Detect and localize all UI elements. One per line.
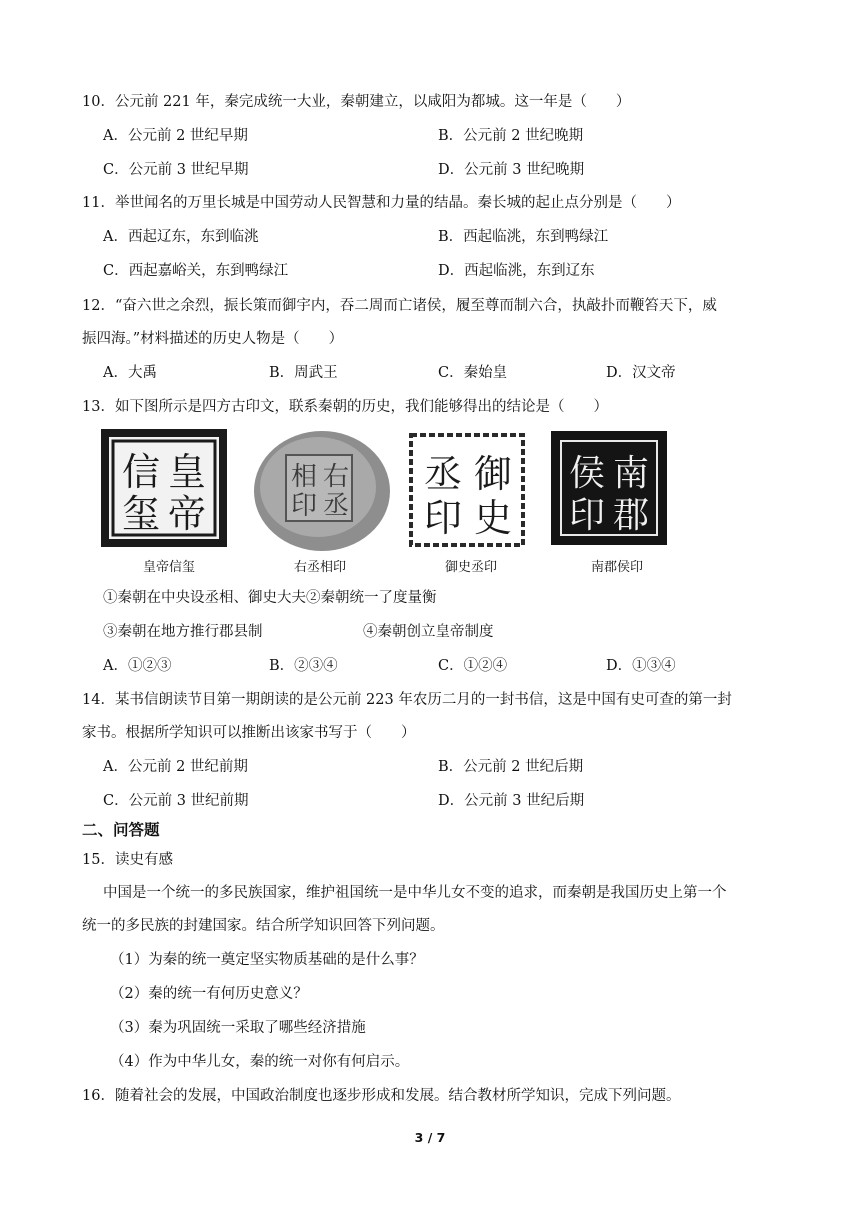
question-14-option-b: B．公元前 2 世纪后期 [438,759,584,775]
question-12-option-a: A．大禹 [103,365,157,381]
question-12-option-c: C．秦始皇 [438,365,508,381]
seal-3-char-4: 印 [423,496,463,540]
seal-4-char-1: 南 [612,453,650,494]
question-14-option-a: A．公元前 2 世纪前期 [103,759,248,775]
question-13-option-b: B．②③④ [269,658,338,674]
seal-image-1 [99,425,239,553]
question-13-stem: 13．如下图所示是四方古印文，联系秦朝的历史，我们能够得出的结论是（ ） [82,399,608,415]
question-10-option-b: B．公元前 2 世纪晚期 [438,128,584,144]
question-15-sub-2: （2）秦的统一有何历史意义？ [110,986,308,1002]
question-14-option-c: C．公元前 3 世纪前期 [103,793,249,809]
section-heading-short-answer: 二、问答题 [82,821,160,839]
question-14-stem-line1: 14．某书信朗读节目第一期朗读的是公元前 223 年农历二月的一封书信，这是中国有史可查的第一封 [82,692,732,708]
question-10-option-d: D．公元前 3 世纪晚期 [438,162,585,178]
question-11-option-a: A．西起辽东，东到临洮 [103,229,259,245]
question-10-option-a: A．公元前 2 世纪早期 [103,128,248,144]
seal-figure-nanjun-hou-yin [547,425,687,585]
seal-2-char-4: 印 [290,491,318,521]
question-12-stem-line2: 振四海。”材料描述的历史人物是（ ） [82,331,344,347]
question-16-stem: 16．随着社会的发展，中国政治制度也逐步形成和发展。结合教材所学知识，完成下列问题。 [82,1088,681,1104]
seal-3-char-2: 史 [473,496,513,540]
page-number: 3 / 7 [414,1130,446,1145]
question-13-statement-3: ③秦朝在地方推行郡县制 [103,624,263,640]
question-15-sub-1: （1）为秦的统一奠定坚实物质基础的是什么事？ [110,952,424,968]
question-12-stem-line1: 12．“奋六世之余烈，振长策而御宇内，吞二周而亡诸侯，履至尊而制六合，执敲扑而鞭笞天下，威 [82,298,717,314]
seal-1-char-4: 玺 [121,492,161,536]
seal-image-3 [401,425,541,553]
seal-figure-yushi-cheng-yin [401,425,541,585]
seal-image-4 [547,425,687,553]
question-12-option-b: B．周武王 [269,365,338,381]
question-11-option-b: B．西起临洮，东到鸭绿江 [438,229,609,245]
question-12-option-d: D．汉文帝 [606,365,676,381]
question-11-option-c: C．西起嘉峪关，东到鸭绿江 [103,263,289,279]
seal-4-char-4: 印 [568,495,606,536]
question-11-option-d: D．西起临洮，东到辽东 [438,263,595,279]
question-15-sub-3: （3）秦为巩固统一采取了哪些经济措施 [110,1020,366,1036]
seal-figure-huangdi-xinxi [99,425,239,585]
question-14-option-d: D．公元前 3 世纪后期 [438,793,585,809]
question-15-title: 15．读史有感 [82,852,173,868]
question-13-option-d: D．①③④ [606,658,676,674]
seal-1-char-3: 信 [121,450,161,494]
seal-image-2 [250,425,390,553]
seal-caption-2: 右丞相印 [293,560,346,575]
seal-2-char-2: 丞 [322,491,350,521]
question-10-stem: 10．公元前 221 年，秦完成统一大业，秦朝建立，以咸阳为都城。这一年是（ ） [82,94,631,110]
question-15-paragraph-line2: 统一的多民族的封建国家。结合所学知识回答下列问题。 [82,918,445,934]
question-10-option-c: C．公元前 3 世纪早期 [103,162,249,178]
seal-3-char-1: 御 [473,452,513,496]
seal-4-char-3: 侯 [568,453,606,494]
seal-4-char-2: 郡 [612,495,650,536]
question-13-statement-1-2: ①秦朝在中央设丞相、御史大夫②秦朝统一了度量衡 [103,590,437,606]
seal-figure-you-chengxiang-yin [250,425,390,585]
seal-caption-3: 御史丞印 [444,560,497,575]
question-15-sub-4: （4）作为中华儿女，秦的统一对你有何启示。 [110,1054,410,1070]
seal-caption-4: 南郡侯印 [590,560,643,575]
seal-1-char-1: 皇 [167,450,207,494]
seal-2-char-3: 相 [290,462,318,492]
question-11-stem: 11．举世闻名的万里长城是中国劳动人民智慧和力量的结晶。秦长城的起止点分别是（ ） [82,195,681,211]
question-13-option-c: C．①②④ [438,658,508,674]
seal-caption-1: 皇帝信玺 [142,560,195,575]
question-15-paragraph-line1: 中国是一个统一的多民族国家，维护祖国统一是中华儿女不变的追求，而秦朝是我国历史上第一个 [103,885,727,901]
seal-1-char-2: 帝 [167,492,207,536]
seal-2-char-1: 右 [322,462,350,492]
question-13-option-a: A．①②③ [103,658,172,674]
seal-3-char-3: 丞 [423,452,463,496]
question-13-statement-4: ④秦朝创立皇帝制度 [363,624,494,640]
question-14-stem-line2: 家书。根据所学知识可以推断出该家书写于（ ） [82,725,416,741]
